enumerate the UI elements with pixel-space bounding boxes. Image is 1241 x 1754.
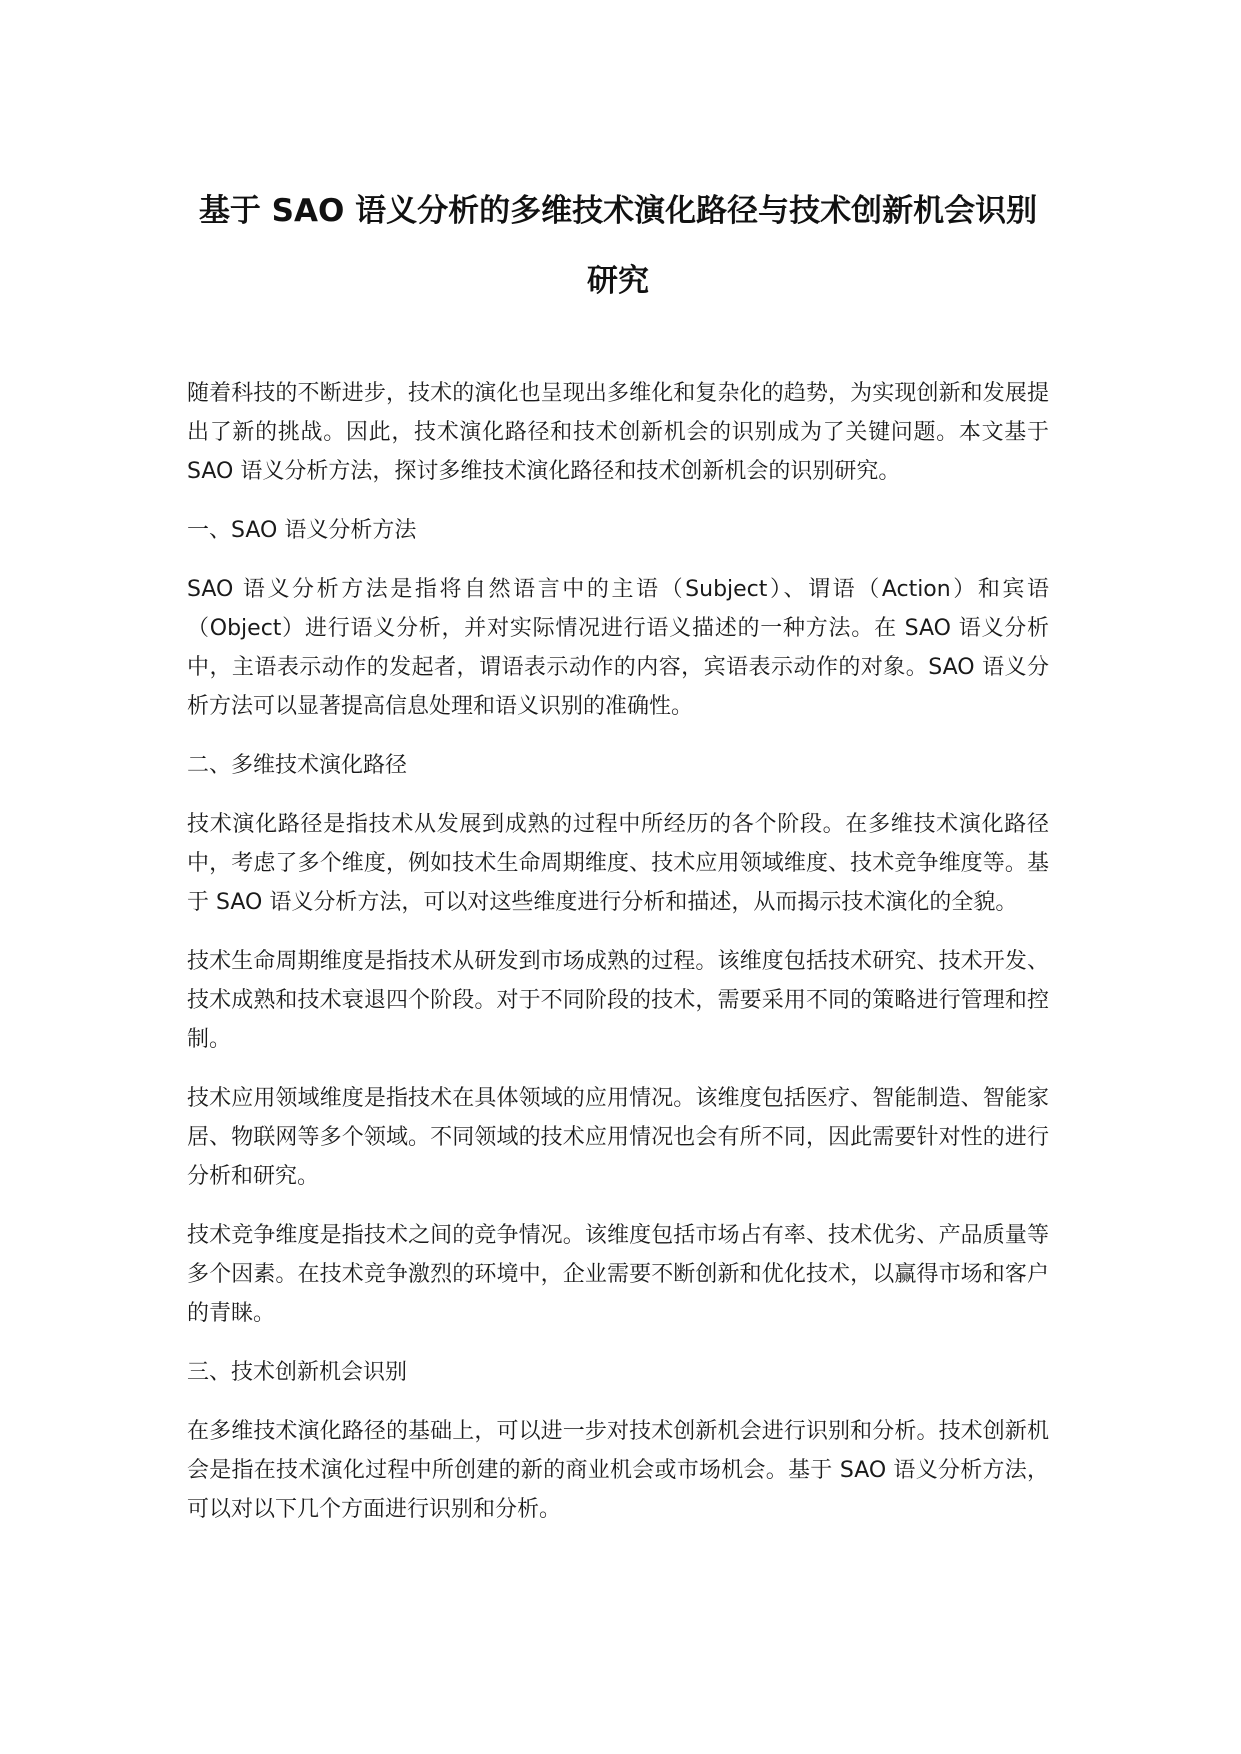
section-heading-innovation-opportunity: 三、技术创新机会识别 [187,1360,408,1385]
paragraph-evolution-path: 技术演化路径是指技术从发展到成熟的过程中所经历的各个阶段。在多维技术演化路径中，考虑了多个维度，例如技术生命周期维度、技术应用领域维度、技术竞争维度等。基于 SAO 语义分析方法，可以对这些维度进行分析和描述，从而揭示技术演化的全貌。 [187,812,1049,915]
paragraph-sao-method: SAO 语义分析方法是指将自然语言中的主语（Subject）、谓语（Action）和宾语（Object）进行语义分析，并对实际情况进行语义描述的一种方法。在 SAO 语义分析中，主语表示动作的发起者，谓语表示动作的内容，宾语表示动作的对象。SAO 语义分析方法可以显著提高信息处理和语义识别的准确性。 [187,577,1049,719]
paragraph-innovation-opportunity: 在多维技术演化路径的基础上，可以进一步对技术创新机会进行识别和分析。技术创新机会是指在技术演化过程中所创建的新的商业机会或市场机会。基于 SAO 语义分析方法，可以对以下几个方面进行识别和分析。 [187,1419,1049,1522]
document-title: 基于 SAO 语义分析的多维技术演化路径与技术创新机会识别研究 [198,193,1038,299]
intro-paragraph: 随着科技的不断进步，技术的演化也呈现出多维化和复杂化的趋势，为实现创新和发展提出了新的挑战。因此，技术演化路径和技术创新机会的识别成为了关键问题。本文基于 SAO 语义分析方法，探讨多维技术演化路径和技术创新机会的识别研究。 [187,381,1049,484]
paragraph-competition-dimension: 技术竞争维度是指技术之间的竞争情况。该维度包括市场占有率、技术优劣、产品质量等多个因素。在技术竞争激烈的环境中，企业需要不断创新和优化技术，以赢得市场和客户的青睐。 [187,1223,1049,1326]
document-body [187,176,1049,1549]
paragraph-application-dimension: 技术应用领域维度是指技术在具体领域的应用情况。该维度包括医疗、智能制造、智能家居、物联网等多个领域。不同领域的技术应用情况也会有所不同，因此需要针对性的进行分析和研究。 [187,1086,1049,1189]
paragraph-lifecycle-dimension: 技术生命周期维度是指技术从研发到市场成熟的过程。该维度包括技术研究、技术开发、技术成熟和技术衰退四个阶段。对于不同阶段的技术，需要采用不同的策略进行管理和控制。 [187,949,1049,1052]
section-heading-evolution-path: 二、多维技术演化路径 [187,753,408,778]
section-heading-sao-method: 一、SAO 语义分析方法 [187,518,417,543]
